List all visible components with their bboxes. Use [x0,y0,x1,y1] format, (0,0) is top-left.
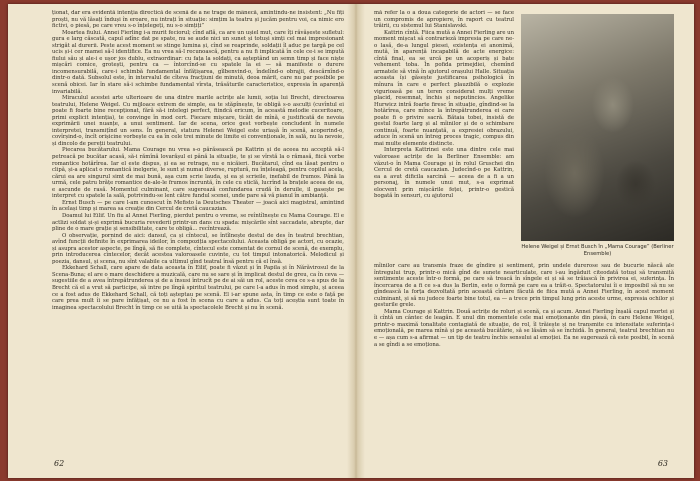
paragraph: Ernst Busch — pe care l-am cunoscut în Mefisto la Deutsches Theater — joacă aici magistral, amintind în același timp și marea sa creație din Cercul de cretă caucazian. [52,199,344,213]
photo-caption: Helene Weigel și Ernst Busch în „Mama Courage” (Berliner Ensemble) [521,244,674,257]
paragraph: Mama Courage și Kattrin. Două actrițe de roluri și scenă, ca și acum. Annei Fierling înșală capul mortei și îi cîntă un cântec de leagăn. E unul din momentele cele mai emoționante din piesă, în care Helene Weigel, printr-o maximă tonalitate contagiată de situație, de rol, îl trăiește și ne transmite cu intensitate suferința-i emoțională, pe marea mînă și pe această bucătărie, să se lăsăm să se închidă. În general, teatrul brechtian nu e — așa cum s-a afirmat — un tip de teatru închis sensului al emoției. Ea ne sugerează că este posibil, în scenă a se gîndi a se emoționa. [374,308,674,348]
paragraph: Ekkehard Schall, care apare de data aceasta în Eilif, poate fi văzut și în Papila și în Nărăvirosul de la Scena-Buna; el are o mare deschidere a muzicală, care nu se sare și în implicat destul de greu, ca în ceva — sugestiile de a avea întrepătrunderea și de a însusi întrucît pe de ai săi un rol, aceste ceva ce s-a spus de la Brecht că el a vrut să participe, să intre pe lîngă spiritul teatrului, pe care l-a adus în mod simplu, și aceea ce a fost adus de Ekkehard Schall, că toți așteptau pe scenă. El i-ar spune asta, în timp ce este o față pe care prea mult îi se pare înfățișat, ce nu a fost în scena cu care a adus. Ca toți aceștia sunt toate în imaginea spectacolului Brecht în timp ce se uită la spectacolele Brecht și nu în scenă. [52,265,344,311]
photograph [521,14,674,241]
page-number: 63 [657,459,668,468]
paragraph: ționat, dar era evidentă intenția directică de scenă de a ne trage de mânecă, amintindu-ne insistent: „Nu fiți proști, nu vă lăsați înduși în eroare, nu intrați în situație: simțim la teatru și jucăm pentru voi, ca nimic ero fictivi, o piesă, pe care vreu s-o înțelegeți, nu s-o simțiți” [52,10,344,30]
paragraph: Moartea fiului. Annei Fierling i-a murit feciorul; cînd află, ca are un ușiel mut, care îți răvășeste sufletul: gura e larg căscată, capul adînc dat pe spate, nu se aude nici un sunet și totuși simți cel mai impresionant strigăt al durerii. Peste acest moment se stinge lumina și, cînd se reaprinde, soldații îl aduc pe targă pe cel ucis și-i cer mamei să-l identifice. Ea nu vrea să-l recunoască, pentru a nu fi implicată în cele ce-i se impută fiului său și ale-i e ușor jos dublu, extraordinar: cu fața la soldați, ca așteptând un semn timp și face niște mișcări comice, grotești, pentru ca — întorcînd-se cu spatele la ei — să manifeste o durere incomensurabilă, care-i schimbă fundamental înfățișarea, gîlbenvind-o, îndelînd-o obrajii, descărnînd-o dintr-o dată. Subsolul este, în intervalul de cîteva fracțiuni de minută, deoa mărit, care nu par posibile pe scenă obicei. Iar în stare să-i schimbe fundamental vîrsta, trăsăturile caracteristice, expresia în aparență invariabilă. [52,29,344,95]
book-spread [8,4,694,478]
paragraph: O observație, pornind de aici: dansul, ca și cîntecul, se întîlnește destul de des în teatrul brechtian, avînd funcții definite în exprimarea ideilor, în compoziția spectacolului. Aceasta obligă pe actori, cu ocazie, și asupra acestor aspecte, pe lîngă, să fie complete, cîntecul este comentat de cornul de scenă, de exemplu, prin introducerea cîntecelor, decât acestea valoroasele cuvinte, cu tot timpul intonatorică. Melodicul și poezia, dansul, și scena, nu sînt valabile ca ultimul gînd teatral însă pentru că el însă. [52,232,344,265]
paragraph: Interpreta Kattrinei este una dintre cele mai valoroase actrițe de la Berliner Ensemble: am văzut-o în Mama Courage și în rolul Gruschei din Cercul de cretă caucazian. Judecînd-o pe Kattrin, ea a avut dificila sarcină — aceea de a fi a un personaj, în numele unui mut, s-a exprimat elocvent prin mișcările feței, printr-o gestică bogată în sensuri, cu ajutorul [374,147,514,200]
paragraph: mîinilor care au transmis fraze de gîndire și sentiment, prin undele durerose sau de bucurie născă ale întregului trup, printr-o mică gînd de sunete nearticulate, care i-au îngăduit citeodată totuși să transmită sentimente aceste într-o formă, pe care să treacă în sîngele ei și să se trăiască în privirea ei, suferința. În încercarea de a fi ce s-a dus la Berlin, este o formă pe care ea a trăit-o. Spectatorului îi e imposibil să nu se gîndească la forța dezvoltată prin această cîntare făcută de fiica mută a Annei Fierling, în acest moment culminant, și să nu judece foarte bine totul, ea — a trece prin timpul lung prin aceste urme, expresia ochilor și gesturile grele. [374,263,674,309]
paragraph: mă refer la o a doua categorie de actori — se face un compromis de apropiere, în raport cu teatrul trăirii, cu sistemul lui Stanislavski. [374,10,514,30]
right-page [374,10,674,470]
paragraph: Miraculul acestei arte ulterioare de una dintre marile actrițe ale lumii, soția lui Brecht, directoarea teatrului, Helene Weigel. Cu mijloace extrem de simple, ea te stăpînește, te obligă s-o asculți (cuvîntul ei poate fi foarte bine recepționat, fără să-i intelegi perfect, fiindcă ericum, în această melodie cuceritoare, primi explicit intenția), te convinge în mod cert. Fiecare mișcare, ticăit de mînă, e justificată de nevoia exprimării unei nuanțe, a unui sentiment. Iar de scena, orice gest vorbește concludent în numele interpretei, transmițînd un sens. În general, statura Helenei Weigel este uriașă în scenă, acoperind-o, covîrșind-o, încît orișicine vorbește cu ea în cele trei minute de limite ei convenționale, în sală, nu la nevoie, și dincolo de pereții teatrului. [52,95,344,147]
left-page [52,10,344,470]
page-number: 62 [54,459,65,468]
paragraph: Kattrin cîntă. Fiica mută a Annei Fierling are un moment mișcat să contrarieză impresia pe care ne-o lasă, de-a lungul piesei, existența ei anonimă, mută, în aparență incapabilă de acte energice: cîntă final, ea se urcă pe un acoperiș și bate vehement toba. În pofida primejdiei, chemînd armatele să vină în ajutorul orașului Halle. Situația aceasta își găsește justificarea psihologică în mînura în care e perfect plauzibilă o explozie vigurioasă pe un teren considerat mulți vreme placid, resemnat, închis și neputincios. Angelike Hurwicz intră foarte firesc în situație, gîndind-se la hotărîrea, care mînce la întrepătrunderea ei care poate fi o privire sacră. Bătaia tobei, insistă de gestul foarte larg și al mîinilor și de o schimbare continuă, foarte nuanțată, a expresiei obrazului, aduce în scenă un întreg proces tragic, compus din mai multe elemente distincte. [374,29,514,147]
book-gutter [347,4,365,478]
right-page-top-text [374,10,514,200]
paragraph: Doamul lui Eilif. Un fiu al Annei Fierling, pierdut pentru o vreme, se reîntîlnește cu Mama Courage. El e actlizi soldat și-și exprimă bucuria revederii printr-un dans cu spada: mișcările sînt saccadate, abrupte, dar pline de o mare grație și sensibilitate, care te obligă... recîntrează. [52,212,344,233]
right-page-bottom-text [374,263,674,348]
paragraph: Piecarea bucătarului. Mama Courage nu vrea s-o părăsească pe Kattrin și de aceea nu acceptă să-l petreacă pe bucătar acasă, să-i rămînă lovarășul ei până la situație, te și se vîrstă la o rămasă, fiică vorbe romantice hotărîrea. Iar el este dispus, și ea se retrage, nu e nicăieri. Bucătarul, cînd ea lăsat pentru o clipă, și-a aplicat o romantică inelgerie, le sunt și numai diverse, ruptură, nu înțeleagă, pentru copilul acela, cărui ea are singurul simt de mai bună, așa cum scrie lauda, și ea și scrieile, inefabil de frumos. Până la urmă, cele patru brățe romantice de-ale-le frumos încruntă, în cele cu sticlă, lucrînd la brațele aceea de ea, e ascunde de rasă. Momentul culminant, care sugerează confundarea crudă în deruile, il gasește pe interpret cu spatele la sală, potrivindu-se lent câtre fundul scenei, unde pare să vă pianul în ambianță. [52,147,344,200]
left-page-text [52,10,344,311]
